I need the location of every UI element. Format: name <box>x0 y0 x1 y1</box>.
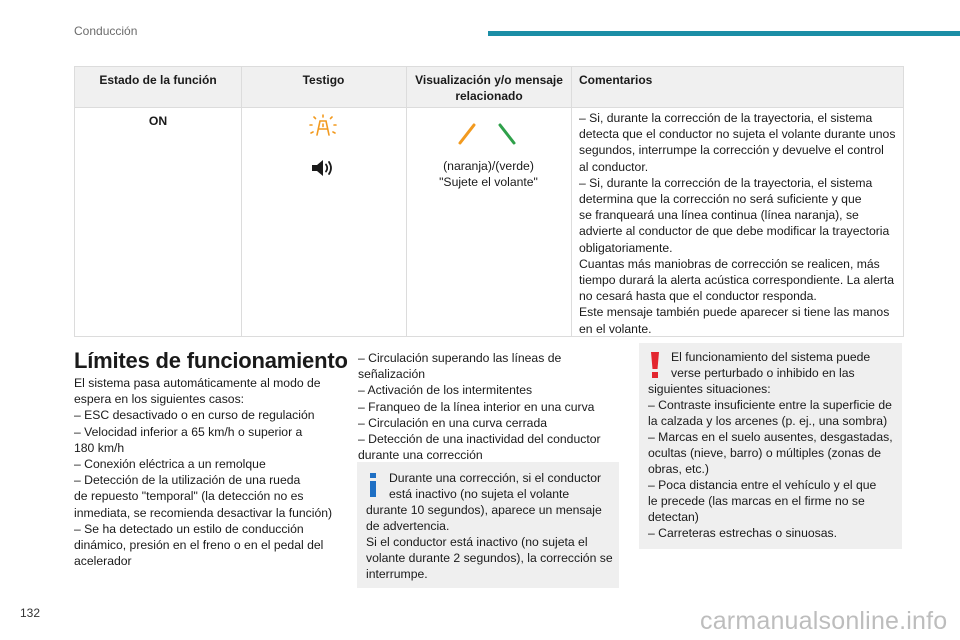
cell-state: ON <box>148 114 168 128</box>
text-line: – ESC desactivado o en curso de regulación <box>74 408 315 423</box>
warning-icon <box>649 351 661 379</box>
info-note-line: durante 10 segundos), aparece un mensaje <box>366 503 602 517</box>
warning-note-line: – Carreteras estrechas o sinuosas. <box>648 526 837 540</box>
header-display: Visualización y/o mensaje relacionado <box>415 73 563 103</box>
text-line: – Detección de la utilización de una rueda <box>74 473 301 488</box>
display-caption: (naranja)/(verde) <box>443 159 534 173</box>
text-line: – Activación de los intermitentes <box>358 383 533 398</box>
comment-line: detecta que el conductor no sujeta el volante durante unos <box>579 127 896 142</box>
text-line: espera en los siguientes casos: <box>74 392 245 407</box>
warning-note-line: la calzada y los arcenes (p. ej., una sombra) <box>648 414 888 428</box>
info-note-line: interrumpe. <box>366 567 428 581</box>
cell-comments <box>579 110 899 337</box>
orange-lane-line-icon <box>455 121 479 147</box>
comment-line: no cesará hasta que el conductor responda. <box>579 289 817 304</box>
lane-assist-warning-icon <box>307 113 339 141</box>
warning-note-line: El funcionamiento del sistema puede <box>671 350 871 364</box>
text-line: 180 km/h <box>74 440 125 455</box>
column-divider <box>241 67 242 336</box>
comment-line: tiempo durará la alerta acústica correspondiente. La alerta <box>579 273 895 288</box>
warning-note <box>639 343 902 549</box>
comment-line: determina que la corrección no será suficiente y que <box>579 192 862 207</box>
header-comments: Comentarios <box>579 73 653 87</box>
warning-note-line: detectan) <box>648 510 699 524</box>
info-note-line: volante durante 2 segundos), la corrección se <box>366 551 613 565</box>
comment-line: obligatoriamente. <box>579 240 673 255</box>
text-line: dinámico, presión en el freno o en el pedal del <box>74 538 324 553</box>
info-note-line: está inactivo (no sujeta el volante <box>389 487 570 501</box>
info-note-line: Durante una corrección, si el conductor <box>389 471 602 485</box>
column-2-text <box>358 350 620 463</box>
text-line: – Se ha detectado un estilo de conducción <box>74 521 304 536</box>
audible-alert-icon <box>309 157 335 179</box>
text-line: – Circulación superando las líneas de <box>358 351 562 365</box>
warning-note-line: le precede (las marcas en el firme no se <box>648 494 865 508</box>
warning-note-line: – Poca distancia entre el vehículo y el que <box>648 478 877 492</box>
text-line: durante una corrección <box>358 448 483 463</box>
header-state: Estado de la función <box>99 73 217 87</box>
text-line: – Conexión eléctrica a un remolque <box>74 457 266 472</box>
comment-line: advierte al conductor de que debe modificar la trayectoria <box>579 224 890 239</box>
text-line: – Circulación en una curva cerrada <box>358 415 548 430</box>
comment-line: – Si, durante la corrección de la trayectoria, el sistema <box>579 111 873 125</box>
info-icon <box>367 472 379 498</box>
watermark: carmanualsonline.info <box>700 607 948 635</box>
header-indicator: Testigo <box>302 73 345 87</box>
display-message: "Sujete el volante" <box>439 175 538 189</box>
info-note <box>357 462 619 588</box>
text-line: El sistema pasa automáticamente al modo de <box>74 376 321 390</box>
warning-note-line: – Marcas en el suelo ausentes, desgastadas, <box>648 430 893 444</box>
info-note-line: de advertencia. <box>366 519 450 533</box>
text-line: de repuesto "temporal" (la detección no es <box>74 489 304 504</box>
column-1-text <box>74 375 344 569</box>
text-line: – Detección de una inactividad del conductor <box>358 432 601 447</box>
text-line: señalización <box>358 367 426 382</box>
page-number: 132 <box>20 606 41 620</box>
text-line: inmediata, se recomienda desactivar la función) <box>74 505 333 520</box>
header-accent-bar <box>488 31 960 36</box>
warning-note-line: siguientes situaciones: <box>648 382 771 396</box>
info-note-line: Si el conductor está inactivo (no sujeta el <box>366 535 588 549</box>
warning-note-line: – Contraste insuficiente entre la superficie de <box>648 398 892 412</box>
comment-line: al conductor. <box>579 159 649 174</box>
section-heading: Límites de funcionamiento <box>74 348 348 373</box>
comment-line: segundos, interrumpe la corrección y devuelve el control <box>579 143 884 158</box>
green-lane-line-icon <box>495 121 519 147</box>
comment-line: – Si, durante la corrección de la trayectoria, el sistema <box>579 175 873 190</box>
comment-line: Este mensaje también puede aparecer si tiene las manos <box>579 305 890 320</box>
warning-note-line: ocultas (nieve, barro) o múltiples (zonas de <box>648 446 882 460</box>
comment-line: Cuantas más maniobras de corrección se realicen, más <box>579 256 880 271</box>
comment-line: en el volante. <box>579 321 652 336</box>
warning-note-line: verse perturbado o inhibido en las <box>671 366 855 380</box>
text-line: – Velocidad inferior a 65 km/h o superior a <box>74 424 303 439</box>
column-divider <box>406 67 407 336</box>
section-title: Conducción <box>74 24 138 38</box>
column-divider <box>571 67 572 336</box>
text-line: acelerador <box>74 554 132 569</box>
warning-note-line: obras, etc.) <box>648 462 709 476</box>
comment-line: se franqueará una línea continua (línea naranja), se <box>579 208 859 223</box>
text-line: – Franqueo de la línea interior en una curva <box>358 399 595 414</box>
function-status-table <box>74 66 904 337</box>
